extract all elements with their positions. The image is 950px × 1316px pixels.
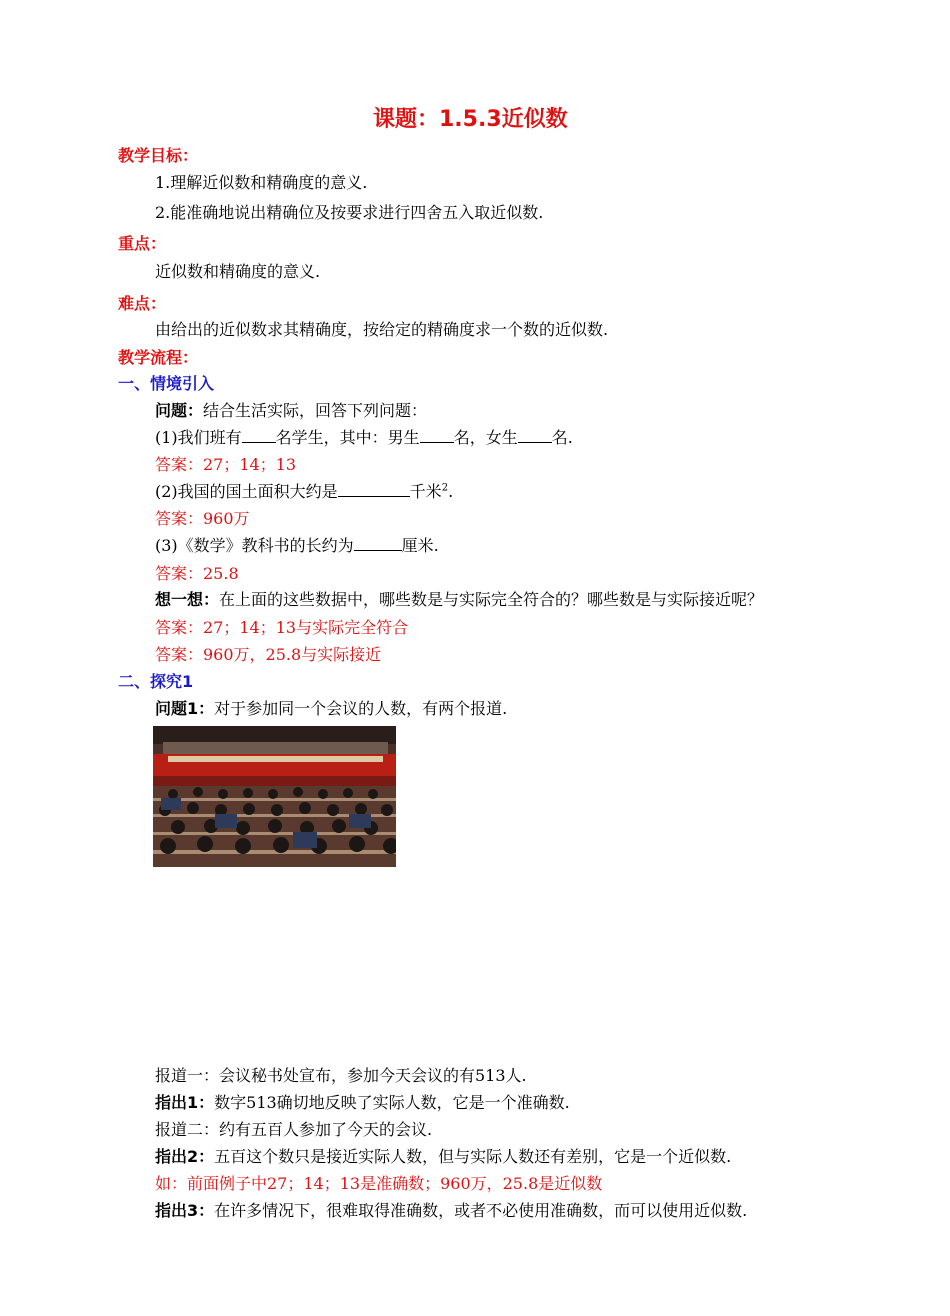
question-1-text: 对于参加同一个会议的人数，有两个报道. <box>214 699 508 718</box>
part1-question <box>155 401 427 421</box>
q2-superscript: 2 <box>441 482 449 494</box>
point-2 <box>155 1147 731 1167</box>
example-text: 如：前面例子中27；14；13是准确数；960万，25.8是近似数 <box>155 1174 603 1193</box>
difficult-point-text: 由给出的近似数求其精确度，按给定的精确度求一个数的近似数. <box>155 320 609 339</box>
part1-heading: 一、情境引入 <box>118 374 215 393</box>
point-1 <box>155 1093 570 1113</box>
objectives-heading: 教学目标： <box>118 146 199 165</box>
point-2-text: 五百这个数只是接近实际人数，但与实际人数还有差别，它是一个近似数. <box>214 1147 732 1166</box>
question-label: 问题： <box>155 401 204 420</box>
think-answer-1: 答案：27；14；13与实际完全符合 <box>155 618 409 637</box>
part2-question <box>155 699 507 719</box>
point-2-label: 指出2： <box>155 1147 215 1166</box>
blank <box>354 536 402 551</box>
key-point-heading: 重点： <box>118 234 167 253</box>
blank <box>242 428 276 443</box>
question-1 <box>155 428 573 448</box>
think-question <box>155 590 763 610</box>
q2-part-a: (2)我国的国土面积大约是 <box>155 482 338 501</box>
answer-2: 答案：960万 <box>155 509 250 528</box>
point-1-text: 数字513确切地反映了实际人数，它是一个准确数. <box>214 1093 570 1112</box>
report-1: 报道一：会议秘书处宣布，参加今天会议的有513人. <box>155 1066 527 1085</box>
point-3-text: 在许多情况下，很难取得准确数，或者不必使用准确数，而可以使用近似数. <box>214 1201 748 1220</box>
q3-part-a: (3)《数学》教科书的长约为 <box>155 536 354 555</box>
blank <box>420 428 454 443</box>
objective-1: 1.理解近似数和精确度的意义. <box>155 173 368 192</box>
q2-part-b: 千米 <box>409 482 442 501</box>
key-point-text: 近似数和精确度的意义. <box>155 262 321 281</box>
question-2 <box>155 482 453 502</box>
q3-part-b: 厘米. <box>401 536 439 555</box>
answer-3: 答案：25.8 <box>155 564 239 583</box>
answer-1: 答案：27；14；13 <box>155 455 297 474</box>
blank <box>338 482 410 497</box>
think-answer-2: 答案：960万，25.8与实际接近 <box>155 645 382 664</box>
point-3 <box>155 1201 747 1221</box>
meeting-hall-image <box>153 726 396 867</box>
q1-part-d: 名. <box>551 428 573 447</box>
question-text: 结合生活实际，回答下列问题： <box>203 401 428 420</box>
point-1-label: 指出1： <box>155 1093 215 1112</box>
think-label: 想一想： <box>155 590 220 609</box>
meeting-photo <box>153 726 396 867</box>
report-2: 报道二：约有五百人参加了今天的会议. <box>155 1120 433 1139</box>
q1-part-a: (1)我们班有 <box>155 428 242 447</box>
think-text: 在上面的这些数据中，哪些数是与实际完全符合的？哪些数是与实际接近呢？ <box>219 590 764 609</box>
q1-part-c: 名，女生 <box>453 428 518 447</box>
question-1-label: 问题1： <box>155 699 215 718</box>
objective-2: 2.能准确地说出精确位及按要求进行四舍五入取近似数. <box>155 203 544 222</box>
q1-part-b: 名学生，其中：男生 <box>275 428 420 447</box>
page-title: 课题：1.5.3近似数 <box>373 107 568 132</box>
difficult-point-heading: 难点： <box>118 294 167 313</box>
point-3-label: 指出3： <box>155 1201 215 1220</box>
question-3 <box>155 536 439 556</box>
process-heading: 教学流程： <box>118 348 199 367</box>
blank <box>518 428 552 443</box>
q2-part-c: . <box>448 482 454 501</box>
part2-heading: 二、探究1 <box>118 672 194 691</box>
